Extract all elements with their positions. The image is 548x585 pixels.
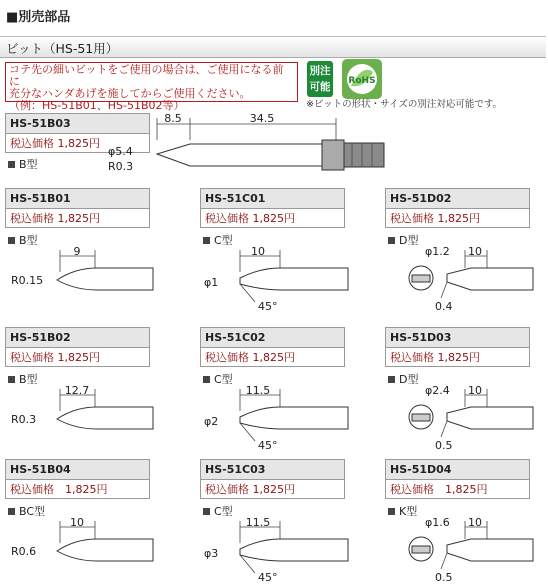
price-label: 税込価格 1,825円 [385, 208, 530, 228]
dim-label: 10 [468, 517, 482, 529]
notice-line: 充分なハンダあげを施してからご使用ください。 [9, 87, 251, 100]
price-label: 税込価格 1,825円 [200, 208, 345, 228]
dim-label: φ3 [204, 547, 219, 560]
dim-label: R0.6 [11, 545, 37, 558]
dim-label: 8.5 [164, 112, 182, 125]
dim-label: 11.5 [245, 517, 271, 529]
dim-label: R0.15 [11, 274, 44, 287]
model-label: HS-51B02 [5, 327, 150, 347]
model-label: HS-51D02 [385, 188, 530, 208]
price-label: 税込価格 1,825円 [200, 347, 345, 367]
dim-label: φ2.4 [425, 385, 450, 397]
notice-line: （例：HS-51B01、HS-51B02等） [9, 99, 185, 112]
badge-text: 可能 [309, 81, 331, 93]
model-label: HS-51C01 [200, 188, 345, 208]
badge-text: 別注 [309, 65, 331, 77]
dim-label: φ1 [204, 276, 219, 289]
type-label: B型 [8, 232, 38, 248]
tip-diagram [5, 385, 157, 453]
notice-line: コテ先の細いビットをご使用の場合は、ご使用になる前に [9, 63, 284, 88]
usage-notice [5, 62, 298, 112]
rohs-label: RoHS [348, 76, 376, 86]
dim-label: 9 [73, 246, 81, 258]
dim-label: φ5.4 [108, 145, 133, 158]
price-label: 税込価格 1,825円 [200, 479, 345, 499]
type-label: C型 [203, 371, 233, 387]
main-type-label: B型 [8, 156, 38, 172]
rohs-icon [341, 58, 383, 100]
price-label: 税込価格 1,825円 [385, 479, 530, 499]
tip-diagram [200, 517, 352, 585]
dim-label: R0.3 [11, 413, 37, 426]
dim-label: φ1.2 [425, 246, 450, 258]
price-label: 税込価格 1,825円 [5, 479, 150, 499]
type-label: C型 [203, 232, 233, 248]
type-label: BC型 [8, 503, 45, 519]
dim-label: 12.7 [64, 385, 90, 397]
type-label: D型 [388, 371, 418, 387]
footnote: ※ビットの形状・サイズの別注対応可能です。 [306, 99, 503, 110]
tip-diagram [200, 385, 352, 453]
price-label: 税込価格 1,825円 [5, 347, 150, 367]
subsection-title: ビット（HS-51用） [6, 41, 119, 56]
dim-label: 0.5 [435, 439, 453, 452]
dim-label: 11.5 [245, 385, 271, 397]
type-label: C型 [203, 503, 233, 519]
subsection-header [0, 36, 546, 58]
type-label: D型 [388, 232, 418, 248]
model-label: HS-51B01 [5, 188, 150, 208]
model-label: HS-51C03 [200, 459, 345, 479]
dim-label: 10 [251, 246, 265, 258]
main-tip-diagram [100, 110, 390, 182]
tip-diagram [5, 517, 157, 585]
tip-diagram [200, 246, 352, 314]
tip-diagram [385, 385, 537, 453]
dim-label: 10 [468, 385, 482, 397]
dim-label: 0.5 [435, 571, 453, 584]
custom-order-badge [307, 61, 333, 97]
type-label: B型 [8, 371, 38, 387]
model-label: HS-51B04 [5, 459, 150, 479]
model-label: HS-51D03 [385, 327, 530, 347]
dim-label: 45° [258, 439, 278, 452]
dim-label: φ1.6 [425, 517, 450, 529]
section-title: ■別売部品 [6, 10, 71, 25]
price-label: 税込価格 1,825円 [385, 347, 530, 367]
dim-label: 45° [258, 300, 278, 313]
main-model-label: HS-51B03 [5, 113, 150, 133]
dim-label: 45° [258, 571, 278, 584]
dim-label: 10 [70, 517, 84, 529]
model-label: HS-51C02 [200, 327, 345, 347]
tip-diagram [5, 246, 157, 314]
dim-label: 10 [468, 246, 482, 258]
price-label: 税込価格 1,825円 [5, 208, 150, 228]
tip-diagram [385, 517, 537, 585]
dim-label: φ2 [204, 415, 219, 428]
tip-diagram [385, 246, 537, 314]
type-label: K型 [388, 503, 417, 519]
dim-label: 34.5 [249, 112, 275, 125]
dim-label: 0.4 [435, 300, 453, 313]
model-label: HS-51D04 [385, 459, 530, 479]
main-price-label: 税込価格 1,825円 [5, 133, 150, 153]
dim-label: R0.3 [108, 160, 134, 173]
